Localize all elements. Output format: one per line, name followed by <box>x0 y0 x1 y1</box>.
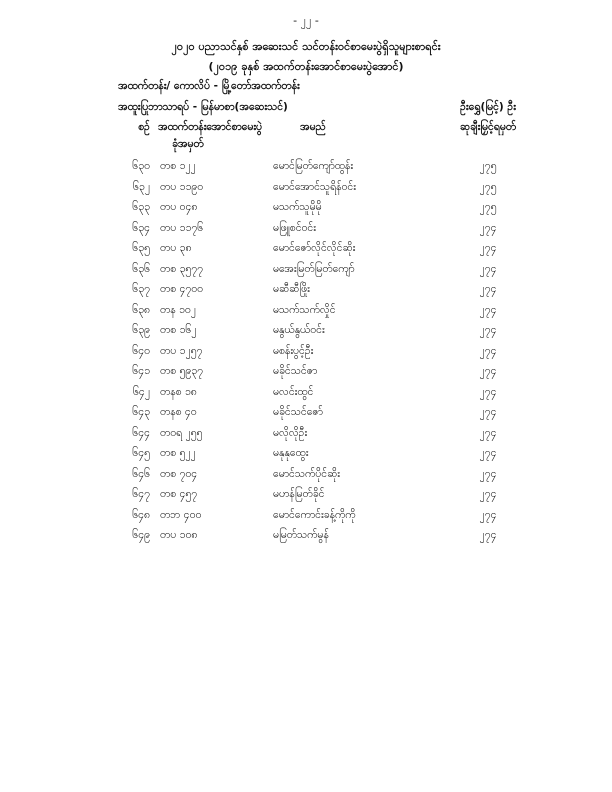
document-subtitle: (၂၀၁၉ ခုနှစ် အထက်တန်းအောင်စာမေးပွဲအောင်) <box>208 60 404 73</box>
row-no: ၆၃၇ <box>132 283 150 295</box>
row-no: ၆၄၅ <box>132 447 150 459</box>
row-roll: တပ ၁၀၈ <box>160 529 198 541</box>
row-prize: ၂၇၅ <box>479 201 497 213</box>
row-name: မသက်သက်လှိုင် <box>273 303 336 316</box>
row-name: မအေးမြတ်မြတ်ကျော် <box>273 262 355 275</box>
row-no: ၆၃၉ <box>132 324 150 336</box>
row-name: မခိုင်သင်ဇာ <box>273 365 318 377</box>
column-header-prize: ဆုချီးမြှင့်ရမှတ် <box>459 121 517 133</box>
column-header-roll-line2: ခုံအမှတ် <box>172 138 204 150</box>
row-prize: ၂၇၄ <box>479 262 497 275</box>
row-prize: ၂၇၄ <box>479 242 497 254</box>
table-row <box>0 526 612 547</box>
row-no: ၆၃၆ <box>132 262 150 275</box>
row-roll: တစ ၅၂၂ <box>160 447 196 459</box>
row-roll: တစ ၄၇၀၀ <box>160 283 204 295</box>
table-row <box>0 239 612 260</box>
row-name: မဟန်မြတ်ခိုင် <box>273 488 325 500</box>
table-row <box>0 301 612 322</box>
row-prize: ၂၇၄ <box>479 365 497 377</box>
row-name: မစန်းပွင့်ဦး <box>273 344 314 357</box>
row-no: ၆၃၂ <box>133 180 150 193</box>
table-row <box>0 219 612 240</box>
row-name: မလင်းထွင် <box>273 385 314 398</box>
row-roll: တစ ၇၀၄ <box>160 467 198 480</box>
table-row <box>0 362 612 383</box>
row-no: ၆၄၁ <box>132 365 150 377</box>
row-no: ၆၃၀ <box>132 160 150 172</box>
table-row <box>0 321 612 342</box>
row-prize: ၂၇၄ <box>479 283 497 295</box>
results-table <box>0 157 612 547</box>
row-no: ၆၄၄ <box>132 426 150 439</box>
row-roll: တနစ ၄၀ <box>160 406 197 418</box>
row-prize: ၂၇၄ <box>479 467 497 480</box>
row-roll: တဘ ၄၀၀ <box>160 508 202 521</box>
row-no: ၆၄၆ <box>132 467 150 480</box>
row-roll: တပ ၀၄၈ <box>160 201 198 213</box>
row-no: ၆၄၇ <box>132 488 150 500</box>
row-roll: တစ ၄၅၇ <box>160 488 198 500</box>
row-prize: ၂၇၄ <box>479 406 497 418</box>
row-roll: တပ ၁၂၅၇ <box>160 344 203 357</box>
table-row <box>0 280 612 301</box>
row-prize: ၂၇၄ <box>479 221 497 234</box>
row-name: မနွယ်နွယ်ဝင်း <box>273 324 325 336</box>
table-row <box>0 403 612 424</box>
row-prize: ၂၇၄ <box>479 324 497 336</box>
column-header-no: စဉ် <box>138 121 150 133</box>
row-prize: ၂၇၄ <box>479 344 497 357</box>
table-row <box>0 260 612 281</box>
row-no: ၆၄၃ <box>132 406 150 418</box>
row-no: ၆၄၉ <box>132 529 150 541</box>
table-row <box>0 198 612 219</box>
document-title: ၂၀၂၀ ပညာသင်နှစ် အဆေးသင် သင်တန်းဝင်စာမေးပွဲရှိသူများစာရင်း <box>171 40 441 53</box>
row-prize: ၂၇၅ <box>479 180 497 193</box>
table-row <box>0 506 612 527</box>
row-name: မောင်ကောင်းခန့်ကိုကို <box>273 508 356 521</box>
row-no: ၆၃၄ <box>132 221 150 234</box>
row-no: ၆၄၂ <box>133 385 150 398</box>
row-name: မမြတ်သက်မွန် <box>273 529 329 541</box>
row-name: မောင်မြတ်ကျော်ထွန်း <box>273 160 354 172</box>
row-name: မဖြူစင်ဝင်း <box>273 221 316 234</box>
row-name: မောင်အောင်သူရိန်ဝင်း <box>273 180 356 193</box>
table-row <box>0 465 612 486</box>
page-number: - ၂၂ - <box>293 14 319 27</box>
table-row <box>0 444 612 465</box>
row-prize: ၂၇၄ <box>479 488 497 500</box>
column-header-name: အမည် <box>300 121 326 133</box>
table-row <box>0 157 612 178</box>
row-no: ၆၃၃ <box>132 201 150 213</box>
row-name: မသက်သူမိုမို <box>273 201 322 213</box>
row-roll: တစ ၁၆၂ <box>160 324 197 336</box>
column-header-roll: အထက်တန်းအောင်စာမေးပွဲ <box>158 121 263 133</box>
table-row <box>0 383 612 404</box>
row-name: မောင်သက်ပိုင်ဆိုး <box>273 467 340 480</box>
row-roll: တပ ၁၁၇၆ <box>160 221 204 234</box>
row-prize: ၂၇၄ <box>479 447 497 459</box>
row-name: မနုနုထွေး <box>273 447 309 459</box>
row-roll: တနစ ၁၈ <box>160 385 197 398</box>
row-no: ၆၃၅ <box>132 242 150 254</box>
table-row <box>0 178 612 199</box>
row-no: ၆၄၀ <box>132 344 150 357</box>
row-prize: ၂၇၄ <box>479 385 497 398</box>
location-line: အထက်တန်း/ ကောလိပ် - မြို့တော်အထက်တန်း <box>118 80 300 92</box>
row-name: မောင်ဇော်လိုင်လိုင်ဆိုး <box>273 242 356 254</box>
row-prize: ၂၇၄ <box>479 426 497 439</box>
row-name: မခိုင်သင်ဇော် <box>273 406 323 418</box>
row-name: မလိုလိုဦး <box>273 426 308 439</box>
row-name: မဆီဆီဖြိုး <box>273 283 310 295</box>
row-roll: တစ ၅၉၃၇ <box>160 365 204 377</box>
row-roll: တစ ၃၅၇၇ <box>160 262 204 275</box>
row-prize: ၂၇၄ <box>479 529 497 541</box>
prize-heading: ဦးရွှေ(မြင့်) ဦး <box>460 101 516 113</box>
row-no: ၆၃၈ <box>132 303 150 316</box>
row-prize: ၂၇၄ <box>479 508 497 521</box>
row-roll: တပ ၃၈ <box>160 242 192 254</box>
row-roll: တဝရ ၂၅၅ <box>160 426 203 439</box>
subject-line: အထူးပြုဘာသာရပ် - မြန်မာစာ(အဆေးသင်) <box>118 101 288 113</box>
row-roll: တစ ၁၂၂ <box>160 160 196 172</box>
row-roll: တပ ၁၁၉၀ <box>160 180 204 193</box>
table-row <box>0 424 612 445</box>
row-prize: ၂၇၅ <box>479 160 497 172</box>
table-row <box>0 342 612 363</box>
table-row <box>0 485 612 506</box>
row-prize: ၂၇၄ <box>479 303 497 316</box>
row-no: ၆၄၈ <box>132 508 150 521</box>
row-roll: တန ၁၀၂ <box>160 303 196 316</box>
